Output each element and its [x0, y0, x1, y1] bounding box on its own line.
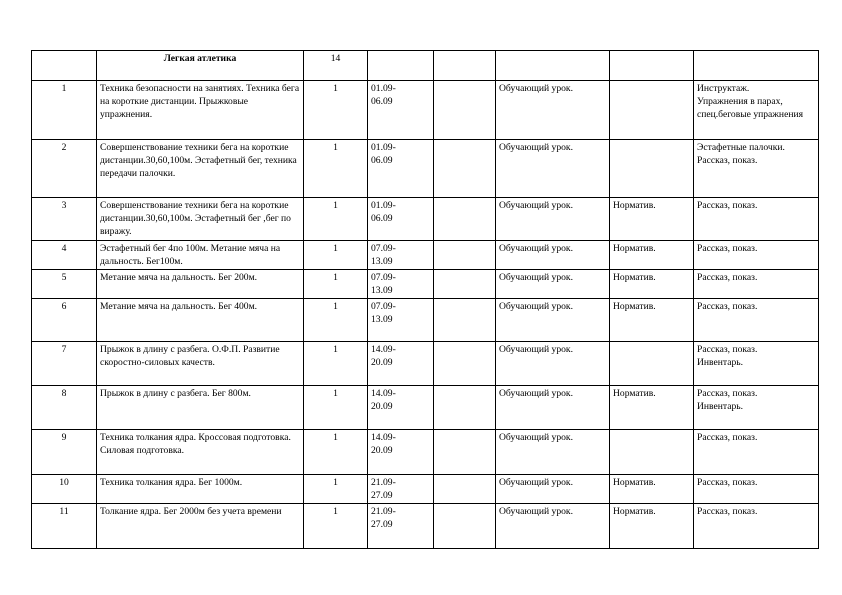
table-row — [32, 430, 819, 475]
lesson-control: Норматив. — [610, 299, 694, 342]
lesson-hours: 1 — [304, 81, 368, 140]
empty-cell — [368, 51, 434, 81]
lesson-number: 7 — [32, 342, 97, 386]
empty-cell — [434, 299, 496, 342]
lesson-control — [610, 140, 694, 198]
lesson-topic: Совершенствование техники бега на короткие дистанции.30,60,100м. Эстафетный бег, техника передачи палочки. — [97, 140, 304, 198]
lesson-topic: Эстафетный бег 4по 100м. Метание мяча на дальность. Бег100м. — [97, 241, 304, 270]
lesson-type: Обучающий урок. — [496, 299, 610, 342]
empty-cell — [434, 342, 496, 386]
lesson-hours: 1 — [304, 270, 368, 299]
lesson-methods: Инструктаж. Упражнения в парах, спец.беговые упражнения — [694, 81, 819, 140]
lesson-hours: 1 — [304, 475, 368, 504]
lesson-topic: Техника толкания ядра. Бег 1000м. — [97, 475, 304, 504]
lesson-methods: Рассказ, показ. — [694, 430, 819, 475]
empty-cell — [32, 51, 97, 81]
lesson-hours: 1 — [304, 241, 368, 270]
lesson-number: 6 — [32, 299, 97, 342]
empty-cell — [434, 504, 496, 549]
lesson-type: Обучающий урок. — [496, 270, 610, 299]
lesson-control: Норматив. — [610, 241, 694, 270]
section-header-row — [32, 51, 819, 81]
lesson-hours: 1 — [304, 430, 368, 475]
table-row — [32, 241, 819, 270]
empty-cell — [434, 430, 496, 475]
lesson-dates: 07.09- 13.09 — [368, 241, 434, 270]
lesson-topic: Техника толкания ядра. Кроссовая подготовка. Силовая подготовка. — [97, 430, 304, 475]
table-row — [32, 140, 819, 198]
lesson-hours: 1 — [304, 342, 368, 386]
lesson-number: 10 — [32, 475, 97, 504]
lesson-type: Обучающий урок. — [496, 198, 610, 241]
lesson-type: Обучающий урок. — [496, 241, 610, 270]
lesson-topic: Метание мяча на дальность. Бег 400м. — [97, 299, 304, 342]
lesson-topic: Толкание ядра. Бег 2000м без учета времени — [97, 504, 304, 549]
lesson-control — [610, 81, 694, 140]
empty-cell — [434, 81, 496, 140]
lesson-hours: 1 — [304, 140, 368, 198]
lesson-control — [610, 342, 694, 386]
lesson-type: Обучающий урок. — [496, 475, 610, 504]
lesson-dates: 21.09- 27.09 — [368, 475, 434, 504]
table-row — [32, 342, 819, 386]
empty-cell — [434, 475, 496, 504]
lesson-type: Обучающий урок. — [496, 386, 610, 430]
empty-cell — [434, 386, 496, 430]
lesson-type: Обучающий урок. — [496, 81, 610, 140]
lesson-type: Обучающий урок. — [496, 504, 610, 549]
lesson-methods: Рассказ, показ. — [694, 270, 819, 299]
lesson-control — [610, 430, 694, 475]
lesson-number: 8 — [32, 386, 97, 430]
section-hours: 14 — [304, 51, 368, 81]
empty-cell — [434, 140, 496, 198]
lesson-dates: 14.09- 20.09 — [368, 386, 434, 430]
table-row — [32, 386, 819, 430]
lesson-dates: 01.09- 06.09 — [368, 81, 434, 140]
lesson-methods: Рассказ, показ. — [694, 504, 819, 549]
lesson-dates: 21.09- 27.09 — [368, 504, 434, 549]
lesson-methods: Рассказ, показ. — [694, 299, 819, 342]
empty-cell — [434, 51, 496, 81]
lesson-hours: 1 — [304, 386, 368, 430]
lesson-plan-table — [31, 50, 819, 549]
lesson-methods: Рассказ, показ. — [694, 241, 819, 270]
lesson-number: 5 — [32, 270, 97, 299]
lesson-dates: 01.09- 06.09 — [368, 140, 434, 198]
empty-cell — [610, 51, 694, 81]
lesson-number: 3 — [32, 198, 97, 241]
lesson-dates: 07.09- 13.09 — [368, 299, 434, 342]
lesson-control: Норматив. — [610, 198, 694, 241]
table-row — [32, 198, 819, 241]
section-title: Легкая атлетика — [97, 51, 304, 81]
lesson-dates: 01.09- 06.09 — [368, 198, 434, 241]
lesson-topic: Совершенствование техники бега на короткие дистанции.30,60,100м. Эстафетный бег ,бег по виражу. — [97, 198, 304, 241]
lesson-number: 11 — [32, 504, 97, 549]
lesson-control: Норматив. — [610, 386, 694, 430]
empty-cell — [496, 51, 610, 81]
lesson-number: 2 — [32, 140, 97, 198]
lesson-number: 1 — [32, 81, 97, 140]
lesson-type: Обучающий урок. — [496, 140, 610, 198]
lesson-number: 4 — [32, 241, 97, 270]
lesson-number: 9 — [32, 430, 97, 475]
table-row — [32, 270, 819, 299]
lesson-control: Норматив. — [610, 270, 694, 299]
table-row — [32, 504, 819, 549]
lesson-dates: 14.09- 20.09 — [368, 342, 434, 386]
lesson-methods: Рассказ, показ. Инвентарь. — [694, 386, 819, 430]
lesson-hours: 1 — [304, 299, 368, 342]
lesson-methods: Рассказ, показ. — [694, 198, 819, 241]
lesson-topic: Прыжок в длину с разбега. О.Ф.П. Развитие скоростно-силовых качеств. — [97, 342, 304, 386]
table-row — [32, 475, 819, 504]
empty-cell — [694, 51, 819, 81]
lesson-type: Обучающий урок. — [496, 430, 610, 475]
empty-cell — [434, 198, 496, 241]
lesson-hours: 1 — [304, 504, 368, 549]
lesson-hours: 1 — [304, 198, 368, 241]
lesson-methods: Рассказ, показ. — [694, 475, 819, 504]
lesson-topic: Прыжок в длину с разбега. Бег 800м. — [97, 386, 304, 430]
table-row — [32, 81, 819, 140]
lesson-methods: Рассказ, показ. Инвентарь. — [694, 342, 819, 386]
empty-cell — [434, 241, 496, 270]
lesson-type: Обучающий урок. — [496, 342, 610, 386]
empty-cell — [434, 270, 496, 299]
lesson-control: Норматив. — [610, 504, 694, 549]
lesson-dates: 07.09- 13.09 — [368, 270, 434, 299]
lesson-methods: Эстафетные палочки. Рассказ, показ. — [694, 140, 819, 198]
lesson-control: Норматив. — [610, 475, 694, 504]
lesson-topic: Метание мяча на дальность. Бег 200м. — [97, 270, 304, 299]
lesson-dates: 14.09- 20.09 — [368, 430, 434, 475]
lesson-topic: Техника безопасности на занятиях. Техника бега на короткие дистанции. Прыжковые упражнения. — [97, 81, 304, 140]
table-row — [32, 299, 819, 342]
